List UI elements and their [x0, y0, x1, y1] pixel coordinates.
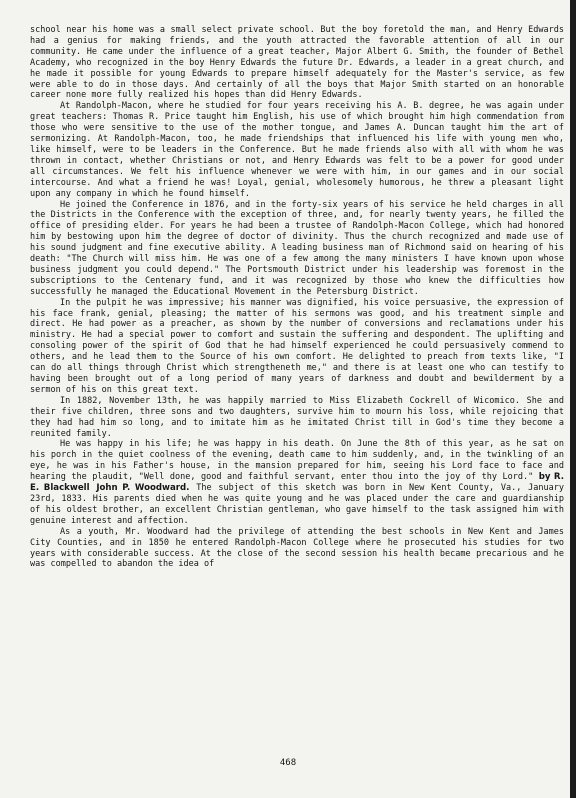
byline: by R. E. Blackwell	[30, 472, 564, 494]
scan-edge	[570, 0, 576, 798]
paragraph-2: At Randolph-Macon, where he studied for four years receiving his A. B. degree, he was again under great teachers: Thomas R. Price taught him English, his use of which brought him high commendation from those who were sensitive to the use of the mother tongue, and James A. Duncan taught him the art of sermonizing. At Randolph-Macon, too, he made friendships that influenced his life with young men who, like himself, were to be leaders in the Conference. But he made friends also with all with whom he was thrown in contact, whether Christians or not, and Henry Edwards was felt to be a power for good under all circumstances. We felt his influence whenever we were with him, in our games and in our social intercourse. And what a friend he was! Loyal, genial, wholesomely humorous, he threw a pleasant light upon any company in which he found himself.	[30, 101, 564, 199]
page-number: 468	[279, 758, 297, 768]
section-heading: John P. Woodward.	[96, 483, 190, 494]
paragraph-6-text: He was happy in his life; he was happy in his death. On June the 8th of this year, as he sat on his porch in the quiet coolness of the evening, death came to him suddenly, and, in the twinkling of an eye, he was in his Father's house, in the mansion prepared for him, seeing his Lord face to face and hearing the plaudit, "Well done, good and faithful servant, enter thou into the joy of thy Lord."	[30, 439, 564, 483]
paragraph-1: school near his home was a small select private school. But the boy foretold the man, and Henry Edwards had a genius for making friends, and the youth attracted the favorable attention of all in our community. He came under the influence of a great teacher, Major Albert G. Smith, the founder of Bethel Academy, who recognized in the boy Henry Edwards the future Dr. Edwards, a leader in a great church, and he made it possible for young Edwards to prepare himself adequately for the Master's service, as few were able to do in those days. And certainly of all the boys that Major Smith started on an honorable career none more fully realized his hopes than did Henry Edwards.	[30, 25, 564, 101]
body-text	[30, 25, 564, 570]
woodward-intro-text: The subject of this sketch was born in New Kent County, Va., January 23rd, 1833. His parents died when he was quite young and he was placed under the care and guardianship of his oldest brother, an excellent Christian gentleman, who gave himself to the task assigned him with genuine interest and affection.	[30, 483, 564, 526]
paragraph-7: As a youth, Mr. Woodward had the privilege of attending the best schools in New Kent and James City Counties, and in 1850 he entered Randolph-Macon College where he prosecuted his studies for two years with considerable success. At the close of the second session his health became precarious and he was compelled to abandon the idea of	[30, 526, 564, 570]
paragraph-4: In the pulpit he was impressive; his manner was dignified, his voice persuasive, the expression of his face frank, genial, pleasing; the matter of his sermons was good, and his treatment simple and direct. He had power as a preacher, as shown by the number of conversions and reclamations under his ministry. He had a special power to comfort and sustain the suffering and despondent. The uplifting and consoling power of the spirit of God that he had himself experienced he could persuasively commend to others, and he lead them to the Source of his own comfort. He delighted to preach from texts like, "I can do all things through Christ which strengtheneth me," and there is at least one who can testify to having been brought out of a long period of many years of darkness and doubt and bewilderment by a sermon of his on this great text.	[30, 297, 564, 395]
paragraph-3: He joined the Conference in 1876, and in the forty-six years of his service he held charges in all the Districts in the Conference with the exception of three, and, for nearly twenty years, he filled the office of presiding elder. For years he had been a trustee of Randolph-Macon College, which had honored him by bestowing upon him the degree of doctor of divinity. Thus the church recognized and made use of his sound judgment and fine executive ability. A leading business man of Richmond said on hearing of his death: "The Church will miss him. He was one of a few among the many ministers I have known upon whose business judgment you could depend." The Portsmouth District under his leadership was foremost in the subscriptions to the Centenary fund, and it was recognized by those who knew the difficulties how successfully he managed the Educational Movement in the Petersburg District.	[30, 199, 564, 297]
paragraph-5: In 1882, November 13th, he was happily married to Miss Elizabeth Cockrell of Wicomico. She and their five children, three sons and two daughters, survive him to mourn his loss, while rejoicing that they had had him so long, and to imitate him as he imitated Christ till in God's time they become a reunited family.	[30, 395, 564, 439]
paragraph-6	[30, 439, 564, 526]
